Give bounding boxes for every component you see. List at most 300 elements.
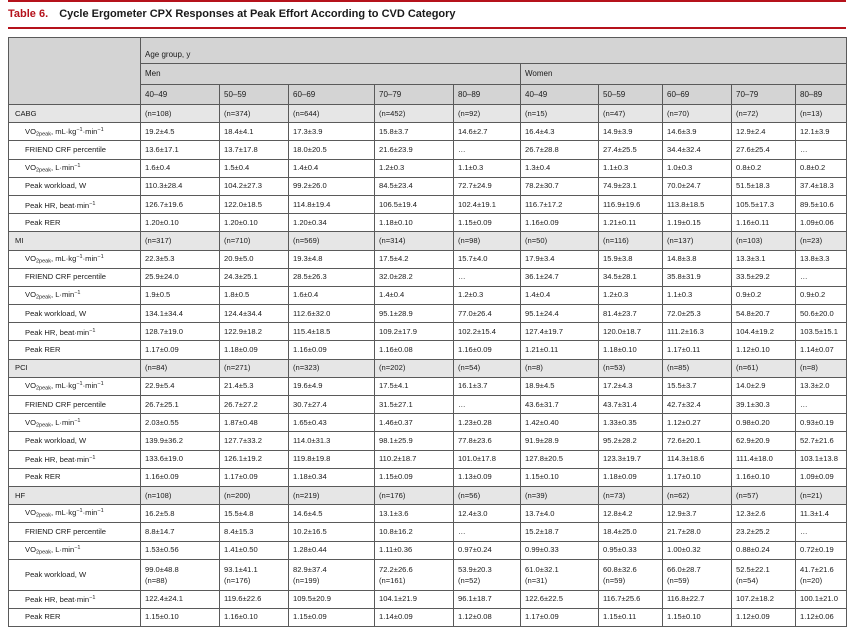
value-cell: 1.1±0.3: [663, 286, 732, 304]
table-row: [9, 541, 847, 559]
value-cell: 30.7±27.4: [289, 396, 375, 414]
age-band-header: 50–59: [220, 85, 289, 105]
value-cell: 26.7±27.2: [220, 396, 289, 414]
value-cell: 109.2±17.9: [375, 323, 454, 341]
value-cell: 78.2±30.7: [521, 177, 599, 195]
count-cell: (n=108): [141, 105, 220, 123]
count-cell: (n=98): [454, 232, 521, 250]
row-label: FRIEND CRF percentile: [9, 141, 141, 159]
value-text: 93.1±41.1: [224, 564, 258, 574]
count-cell: (n=8): [796, 359, 847, 377]
value-cell: …: [454, 268, 521, 286]
value-cell: 1.4±0.4: [521, 286, 599, 304]
value-cell: 10.2±16.5: [289, 523, 375, 541]
value-cell: 15.5±3.7: [663, 377, 732, 395]
value-count-text: (n=54): [736, 575, 759, 585]
value-cell: …: [796, 523, 847, 541]
value-cell: 1.21±0.11: [599, 214, 663, 232]
count-cell: (n=271): [220, 359, 289, 377]
value-cell: 1.16±0.09: [141, 468, 220, 486]
table-row: [9, 141, 847, 159]
table-row: [9, 305, 847, 323]
age-band-header: 60–69: [289, 85, 375, 105]
value-cell: 77.8±23.6: [454, 432, 521, 450]
age-band-header: 40–49: [521, 85, 599, 105]
value-cell: 122.4±24.1: [141, 590, 220, 608]
value-cell: 1.11±0.36: [375, 541, 454, 559]
value-cell: 16.4±4.3: [521, 123, 599, 141]
value-cell: 1.2±0.3: [599, 286, 663, 304]
value-text: 41.7±21.6: [800, 564, 834, 574]
row-label: Peak HR, $beat\cdot\min^{-1}$: [9, 195, 141, 213]
count-cell: (n=176): [375, 486, 454, 504]
count-cell: (n=57): [732, 486, 796, 504]
value-cell: 62.9±20.9: [732, 432, 796, 450]
age-band-header: 70–79: [732, 85, 796, 105]
value-cell: 1.15±0.10: [141, 608, 220, 626]
value-cell: 1.33±0.35: [599, 414, 663, 432]
value-cell: 126.1±19.2: [220, 450, 289, 468]
value-cell: 17.9±3.4: [521, 250, 599, 268]
value-cell: 1.15±0.09: [375, 468, 454, 486]
value-cell: …: [454, 141, 521, 159]
table-caption: [8, 4, 456, 24]
count-cell: (n=73): [599, 486, 663, 504]
value-cell: 14.9±3.9: [599, 123, 663, 141]
row-label: Peak RER: [9, 468, 141, 486]
value-cell: 12.1±3.9: [796, 123, 847, 141]
count-cell: (n=710): [220, 232, 289, 250]
value-cell: 1.1±0.3: [599, 159, 663, 177]
men-header: Men: [141, 64, 521, 85]
row-label: Peak RER: [9, 214, 141, 232]
row-label: Peak workload, W: [9, 432, 141, 450]
age-group-header: Age group, y: [141, 38, 847, 64]
value-cell: 50.6±20.0: [796, 305, 847, 323]
count-cell: (n=219): [289, 486, 375, 504]
value-cell: 28.5±26.3: [289, 268, 375, 286]
value-cell: 8.4±15.3: [220, 523, 289, 541]
row-label: $VO_{2peak}$, $L\cdot\min^{-1}$: [9, 414, 141, 432]
value-cell: 1.9±0.5: [141, 286, 220, 304]
header-corner: [9, 38, 141, 105]
value-cell: 102.2±15.4: [454, 323, 521, 341]
value-cell: 18.9±4.5: [521, 377, 599, 395]
value-cell: 13.3±2.0: [796, 377, 847, 395]
value-cell: 2.03±0.55: [141, 414, 220, 432]
value-cell: 1.2±0.3: [375, 159, 454, 177]
value-cell: 116.7±17.2: [521, 195, 599, 213]
value-text: 72.2±26.6: [379, 564, 413, 574]
value-cell: 133.6±19.0: [141, 450, 220, 468]
value-cell: 122.0±18.5: [220, 195, 289, 213]
row-label: $VO_{2peak}$, $mL\cdot kg^{-1}\cdot\min^{-1}$: [9, 123, 141, 141]
value-cell: 1.15±0.09: [289, 608, 375, 626]
table-row: [9, 523, 847, 541]
women-header: Women: [521, 64, 847, 85]
value-count-text: (n=59): [667, 575, 690, 585]
value-cell: 0.9±0.2: [796, 286, 847, 304]
value-cell: [220, 559, 289, 590]
count-cell: (n=70): [663, 105, 732, 123]
value-cell: 1.21±0.11: [521, 341, 599, 359]
table-row: [9, 396, 847, 414]
value-cell: 1.14±0.07: [796, 341, 847, 359]
value-cell: 106.5±19.4: [375, 195, 454, 213]
value-cell: 21.7±28.0: [663, 523, 732, 541]
value-cell: 95.1±24.4: [521, 305, 599, 323]
value-cell: [599, 559, 663, 590]
value-cell: 1.17±0.11: [663, 341, 732, 359]
value-cell: 1.18±0.10: [375, 214, 454, 232]
count-cell: (n=53): [599, 359, 663, 377]
count-cell: (n=62): [663, 486, 732, 504]
table-row: [9, 268, 847, 286]
value-cell: 128.7±19.0: [141, 323, 220, 341]
value-cell: [454, 559, 521, 590]
value-cell: 1.18±0.34: [289, 468, 375, 486]
value-cell: 0.93±0.19: [796, 414, 847, 432]
age-band-header: 50–59: [599, 85, 663, 105]
value-cell: 1.16±0.11: [732, 214, 796, 232]
value-cell: 1.17±0.09: [521, 608, 599, 626]
value-cell: 12.9±3.7: [663, 505, 732, 523]
value-cell: 11.3±1.4: [796, 505, 847, 523]
table-row: [9, 323, 847, 341]
count-cell: (n=85): [663, 359, 732, 377]
count-cell: (n=47): [599, 105, 663, 123]
section-label: CABG: [9, 105, 141, 123]
value-cell: 15.2±18.7: [521, 523, 599, 541]
count-cell: (n=13): [796, 105, 847, 123]
value-cell: 13.6±17.1: [141, 141, 220, 159]
value-cell: 1.1±0.3: [454, 159, 521, 177]
value-text: 66.0±28.7: [667, 564, 701, 574]
value-cell: 1.16±0.10: [220, 608, 289, 626]
value-cell: 112.6±32.0: [289, 305, 375, 323]
value-cell: 114.8±19.4: [289, 195, 375, 213]
value-cell: 1.16±0.10: [732, 468, 796, 486]
value-cell: 18.0±20.5: [289, 141, 375, 159]
value-cell: 51.5±18.3: [732, 177, 796, 195]
count-cell: (n=644): [289, 105, 375, 123]
value-cell: 127.7±33.2: [220, 432, 289, 450]
value-cell: 104.2±27.3: [220, 177, 289, 195]
value-cell: 98.1±25.9: [375, 432, 454, 450]
age-band-header: 40–49: [141, 85, 220, 105]
value-count-text: (n=161): [379, 575, 406, 585]
value-cell: 127.8±20.5: [521, 450, 599, 468]
value-cell: 100.1±21.0: [796, 590, 847, 608]
value-cell: 15.8±3.7: [375, 123, 454, 141]
value-cell: 12.3±2.6: [732, 505, 796, 523]
value-cell: 27.6±25.4: [732, 141, 796, 159]
count-cell: (n=50): [521, 232, 599, 250]
value-cell: 14.0±2.9: [732, 377, 796, 395]
value-cell: 116.8±22.7: [663, 590, 732, 608]
count-cell: (n=108): [141, 486, 220, 504]
value-cell: 1.17±0.09: [220, 468, 289, 486]
table-row: [9, 123, 847, 141]
value-cell: 1.12±0.27: [663, 414, 732, 432]
value-cell: 114.3±18.6: [663, 450, 732, 468]
table-row: [9, 159, 847, 177]
value-cell: 1.20±0.10: [220, 214, 289, 232]
table-row: [9, 505, 847, 523]
value-cell: 1.65±0.43: [289, 414, 375, 432]
value-cell: 1.13±0.09: [454, 468, 521, 486]
value-cell: 0.72±0.19: [796, 541, 847, 559]
value-cell: 99.2±26.0: [289, 177, 375, 195]
value-cell: 34.5±28.1: [599, 268, 663, 286]
count-cell: (n=8): [521, 359, 599, 377]
count-cell: (n=56): [454, 486, 521, 504]
section-label: HF: [9, 486, 141, 504]
row-label: Peak RER: [9, 341, 141, 359]
value-cell: 52.7±21.6: [796, 432, 847, 450]
value-cell: 17.5±4.1: [375, 377, 454, 395]
value-cell: 107.2±18.2: [732, 590, 796, 608]
table-body: [9, 38, 847, 627]
count-cell: (n=452): [375, 105, 454, 123]
value-text: 52.5±22.1: [736, 564, 770, 574]
value-cell: 120.0±18.7: [599, 323, 663, 341]
value-cell: 105.5±17.3: [732, 195, 796, 213]
value-count-text: (n=176): [224, 575, 251, 585]
value-cell: 103.5±15.1: [796, 323, 847, 341]
value-cell: …: [796, 396, 847, 414]
table-row: [9, 432, 847, 450]
table-row: [9, 559, 847, 590]
value-cell: 1.15±0.09: [454, 214, 521, 232]
count-cell: (n=202): [375, 359, 454, 377]
value-cell: 1.20±0.10: [141, 214, 220, 232]
value-count-text: (n=31): [525, 575, 548, 585]
value-cell: 122.9±18.2: [220, 323, 289, 341]
value-cell: 19.2±4.5: [141, 123, 220, 141]
value-cell: 1.20±0.34: [289, 214, 375, 232]
row-label: Peak workload, W: [9, 559, 141, 590]
value-cell: 1.3±0.4: [521, 159, 599, 177]
value-cell: 95.1±28.9: [375, 305, 454, 323]
table-number: Table 6.: [8, 8, 49, 20]
count-cell: (n=92): [454, 105, 521, 123]
value-cell: 24.3±25.1: [220, 268, 289, 286]
value-cell: 13.8±3.3: [796, 250, 847, 268]
age-band-header: 60–69: [663, 85, 732, 105]
row-label: FRIEND CRF percentile: [9, 396, 141, 414]
age-band-header: 80–89: [454, 85, 521, 105]
count-cell: (n=569): [289, 232, 375, 250]
age-band-header: 80–89: [796, 85, 847, 105]
value-cell: 1.0±0.3: [663, 159, 732, 177]
value-cell: 20.9±5.0: [220, 250, 289, 268]
value-cell: 15.9±3.8: [599, 250, 663, 268]
value-cell: 1.4±0.4: [375, 286, 454, 304]
table-row: [9, 608, 847, 626]
row-label: FRIEND CRF percentile: [9, 523, 141, 541]
count-cell: (n=39): [521, 486, 599, 504]
value-cell: 27.4±25.5: [599, 141, 663, 159]
section-label: MI: [9, 232, 141, 250]
value-cell: 1.17±0.09: [141, 341, 220, 359]
value-cell: 12.9±2.4: [732, 123, 796, 141]
value-cell: 0.97±0.24: [454, 541, 521, 559]
value-cell: 19.6±4.9: [289, 377, 375, 395]
table-row: [9, 286, 847, 304]
value-cell: 8.8±14.7: [141, 523, 220, 541]
value-cell: 14.8±3.8: [663, 250, 732, 268]
value-cell: 1.15±0.10: [663, 608, 732, 626]
value-cell: 114.0±31.3: [289, 432, 375, 450]
value-cell: 101.0±17.8: [454, 450, 521, 468]
value-cell: 77.0±26.4: [454, 305, 521, 323]
value-cell: 0.8±0.2: [796, 159, 847, 177]
value-cell: 10.8±16.2: [375, 523, 454, 541]
row-label: $VO_{2peak}$, $mL\cdot kg^{-1}\cdot\min^{-1}$: [9, 250, 141, 268]
value-cell: 104.4±19.2: [732, 323, 796, 341]
value-text: 99.0±48.8: [145, 564, 179, 574]
value-cell: [289, 559, 375, 590]
value-cell: 134.1±34.4: [141, 305, 220, 323]
value-cell: 1.12±0.08: [454, 608, 521, 626]
value-cell: 12.8±4.2: [599, 505, 663, 523]
row-label: $VO_{2peak}$, $L\cdot\min^{-1}$: [9, 541, 141, 559]
value-cell: [141, 559, 220, 590]
value-cell: [732, 559, 796, 590]
table-title: Cycle Ergometer CPX Responses at Peak Effort According to CVD Category: [59, 8, 456, 20]
value-cell: 119.8±19.8: [289, 450, 375, 468]
value-cell: 1.8±0.5: [220, 286, 289, 304]
value-cell: 19.3±4.8: [289, 250, 375, 268]
value-cell: 116.7±25.6: [599, 590, 663, 608]
value-cell: 139.9±36.2: [141, 432, 220, 450]
value-cell: 102.4±19.1: [454, 195, 521, 213]
value-cell: 32.0±28.2: [375, 268, 454, 286]
value-cell: 1.16±0.09: [454, 341, 521, 359]
section-label: PCI: [9, 359, 141, 377]
age-band-header: 70–79: [375, 85, 454, 105]
value-cell: 1.23±0.28: [454, 414, 521, 432]
value-cell: 113.8±18.5: [663, 195, 732, 213]
value-cell: …: [454, 396, 521, 414]
value-cell: 127.4±19.7: [521, 323, 599, 341]
value-cell: [521, 559, 599, 590]
value-cell: 111.4±18.0: [732, 450, 796, 468]
value-cell: 1.41±0.50: [220, 541, 289, 559]
section-row: [9, 486, 847, 504]
row-label: FRIEND CRF percentile: [9, 268, 141, 286]
section-row: [9, 359, 847, 377]
value-cell: 34.4±32.4: [663, 141, 732, 159]
value-cell: 1.4±0.4: [289, 159, 375, 177]
value-cell: 122.6±22.5: [521, 590, 599, 608]
value-cell: 119.6±22.6: [220, 590, 289, 608]
value-count-text: (n=199): [293, 575, 320, 585]
value-cell: 110.3±28.4: [141, 177, 220, 195]
value-cell: 1.18±0.09: [599, 468, 663, 486]
value-cell: 17.3±3.9: [289, 123, 375, 141]
value-count-text: (n=20): [800, 575, 823, 585]
count-cell: (n=15): [521, 105, 599, 123]
count-cell: (n=61): [732, 359, 796, 377]
value-cell: 25.9±24.0: [141, 268, 220, 286]
value-cell: 95.2±28.2: [599, 432, 663, 450]
value-cell: 39.1±30.3: [732, 396, 796, 414]
value-cell: 13.7±17.8: [220, 141, 289, 159]
count-cell: (n=374): [220, 105, 289, 123]
value-cell: 74.9±23.1: [599, 177, 663, 195]
value-cell: 72.0±25.3: [663, 305, 732, 323]
value-cell: 123.3±19.7: [599, 450, 663, 468]
section-row: [9, 105, 847, 123]
value-cell: [663, 559, 732, 590]
row-label: $VO_{2peak}$, $mL\cdot kg^{-1}\cdot\min^{-1}$: [9, 505, 141, 523]
count-cell: (n=314): [375, 232, 454, 250]
value-cell: 22.9±5.4: [141, 377, 220, 395]
count-cell: (n=103): [732, 232, 796, 250]
value-cell: 1.42±0.40: [521, 414, 599, 432]
count-cell: (n=116): [599, 232, 663, 250]
value-cell: 18.4±4.1: [220, 123, 289, 141]
value-cell: 81.4±23.7: [599, 305, 663, 323]
table-row: [9, 341, 847, 359]
count-cell: (n=84): [141, 359, 220, 377]
table-row: [9, 450, 847, 468]
value-cell: [375, 559, 454, 590]
value-cell: 0.8±0.2: [732, 159, 796, 177]
value-cell: 124.4±34.4: [220, 305, 289, 323]
value-cell: 18.4±25.0: [599, 523, 663, 541]
value-text: 53.9±20.3: [458, 564, 492, 574]
value-cell: 37.4±18.3: [796, 177, 847, 195]
value-cell: 104.1±21.9: [375, 590, 454, 608]
value-cell: 16.2±5.8: [141, 505, 220, 523]
value-cell: 54.8±20.7: [732, 305, 796, 323]
table-row: [9, 590, 847, 608]
table-row: [9, 468, 847, 486]
value-cell: 33.5±29.2: [732, 268, 796, 286]
value-cell: 23.2±25.2: [732, 523, 796, 541]
value-cell: 16.1±3.7: [454, 377, 521, 395]
section-row: [9, 232, 847, 250]
value-cell: 0.88±0.24: [732, 541, 796, 559]
value-cell: 26.7±28.8: [521, 141, 599, 159]
value-cell: 89.5±10.6: [796, 195, 847, 213]
row-label: Peak HR, $beat\cdot\min^{-1}$: [9, 450, 141, 468]
value-cell: 1.09±0.06: [796, 214, 847, 232]
count-cell: (n=317): [141, 232, 220, 250]
value-cell: 1.12±0.10: [732, 341, 796, 359]
value-cell: 12.4±3.0: [454, 505, 521, 523]
value-cell: 0.9±0.2: [732, 286, 796, 304]
count-cell: (n=137): [663, 232, 732, 250]
value-cell: 15.5±4.8: [220, 505, 289, 523]
value-cell: 1.6±0.4: [141, 159, 220, 177]
value-cell: 26.7±25.1: [141, 396, 220, 414]
value-cell: 17.2±4.3: [599, 377, 663, 395]
value-cell: 1.15±0.11: [599, 608, 663, 626]
value-cell: 43.7±31.4: [599, 396, 663, 414]
value-cell: 43.6±31.7: [521, 396, 599, 414]
value-cell: 14.6±4.5: [289, 505, 375, 523]
value-cell: 22.3±5.3: [141, 250, 220, 268]
value-cell: 1.16±0.09: [521, 214, 599, 232]
row-label: $VO_{2peak}$, $L\cdot\min^{-1}$: [9, 286, 141, 304]
value-cell: 1.53±0.56: [141, 541, 220, 559]
value-cell: 109.5±20.9: [289, 590, 375, 608]
value-cell: 1.00±0.32: [663, 541, 732, 559]
